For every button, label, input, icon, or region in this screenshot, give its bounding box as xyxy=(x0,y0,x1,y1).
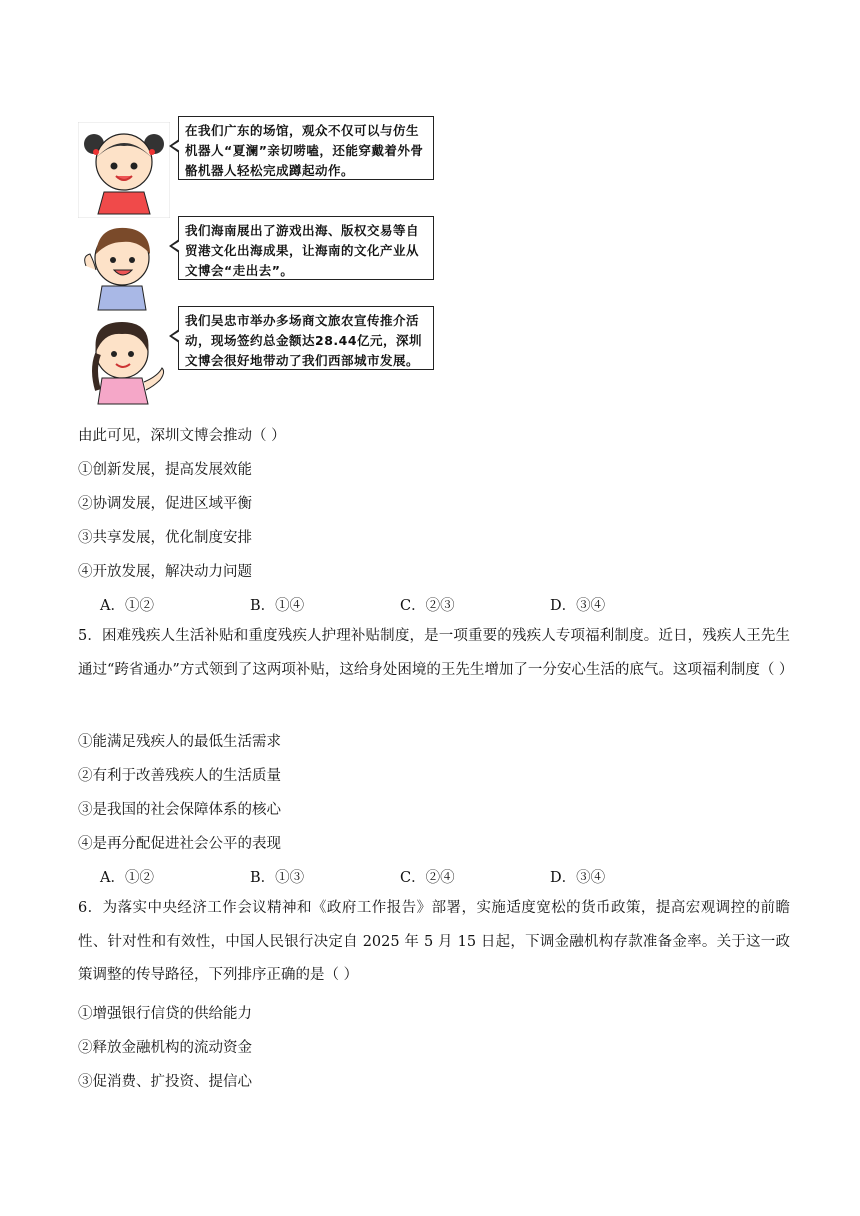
q5-choice-c[interactable]: C．②④ xyxy=(400,870,455,886)
q4-item-1: ①创新发展，提高发展效能 xyxy=(78,462,252,478)
q5-choices xyxy=(100,868,700,888)
q4-item-2: ②协调发展，促进区域平衡 xyxy=(78,496,252,512)
speech-bubble-guangdong: 在我们广东的场馆，观众不仅可以与仿生机器人“夏澜”亲切唠嗑，还能穿戴着外骨骼机器人轻松完成蹲起动作。 xyxy=(178,116,434,180)
boy-icon xyxy=(78,216,170,312)
q5-item-3: ③是我国的社会保障体系的核心 xyxy=(78,802,281,818)
q5-choice-b[interactable]: B．①③ xyxy=(250,870,305,886)
q4-choice-c[interactable]: C．②③ xyxy=(400,598,455,614)
cartoon-illustration xyxy=(78,116,448,406)
speech-bubble-hainan: 我们海南展出了游戏出海、版权交易等自贸港文化出海成果，让海南的文化产业从文博会“走出去”。 xyxy=(178,216,434,280)
q4-item-4: ④开放发展，解决动力问题 xyxy=(78,564,252,580)
q4-choice-a[interactable]: A．①② xyxy=(100,598,154,614)
q4-choices xyxy=(100,596,700,616)
q5-choice-a[interactable]: A．①② xyxy=(100,870,154,886)
q6-item-2: ②释放金融机构的流动资金 xyxy=(78,1040,252,1056)
q5-item-4: ④是再分配促进社会公平的表现 xyxy=(78,836,281,852)
q6-item-1: ①增强银行信贷的供给能力 xyxy=(78,1006,252,1022)
q4-item-3: ③共享发展，优化制度安排 xyxy=(78,530,252,546)
speech-bubble-wuzhong: 我们吴忠市举办多场商文旅农宣传推介活动，现场签约总金额达28.44亿元，深圳文博会很好地带动了我们西部城市发展。 xyxy=(178,306,434,370)
q5-choice-d[interactable]: D．③④ xyxy=(550,870,606,886)
q4-choice-b[interactable]: B．①④ xyxy=(250,598,305,614)
q6-item-3: ③促消费、扩投资、提信心 xyxy=(78,1074,252,1090)
q5-stem: 5．困难残疾人生活补贴和重度残疾人护理补贴制度，是一项重要的残疾人专项福利制度。近日，残疾人王先生通过“跨省通办”方式领到了这两项补贴，这给身处困境的王先生增加了一分安心生活的底气。这项福利制度（ ） xyxy=(78,628,794,678)
q4-choice-d[interactable]: D．③④ xyxy=(550,598,606,614)
q6-stem: 6．为落实中央经济工作会议精神和《政府工作报告》部署，实施适度宽松的货币政策，提高宏观调控的前瞻性、针对性和有效性，中国人民银行决定自 2025 年 5 月 15 日起，下调金融机构存款准备金率。关于这一政策调整的传导路径，下列排序正确的是（ ） xyxy=(78,900,790,983)
q4-stem: 由此可见，深圳文博会推动（ ） xyxy=(78,428,286,444)
girl-pigtails-icon xyxy=(78,122,170,218)
girl-braid-icon xyxy=(78,310,170,406)
q5-item-2: ②有利于改善残疾人的生活质量 xyxy=(78,768,281,784)
q5-item-1: ①能满足残疾人的最低生活需求 xyxy=(78,734,281,750)
